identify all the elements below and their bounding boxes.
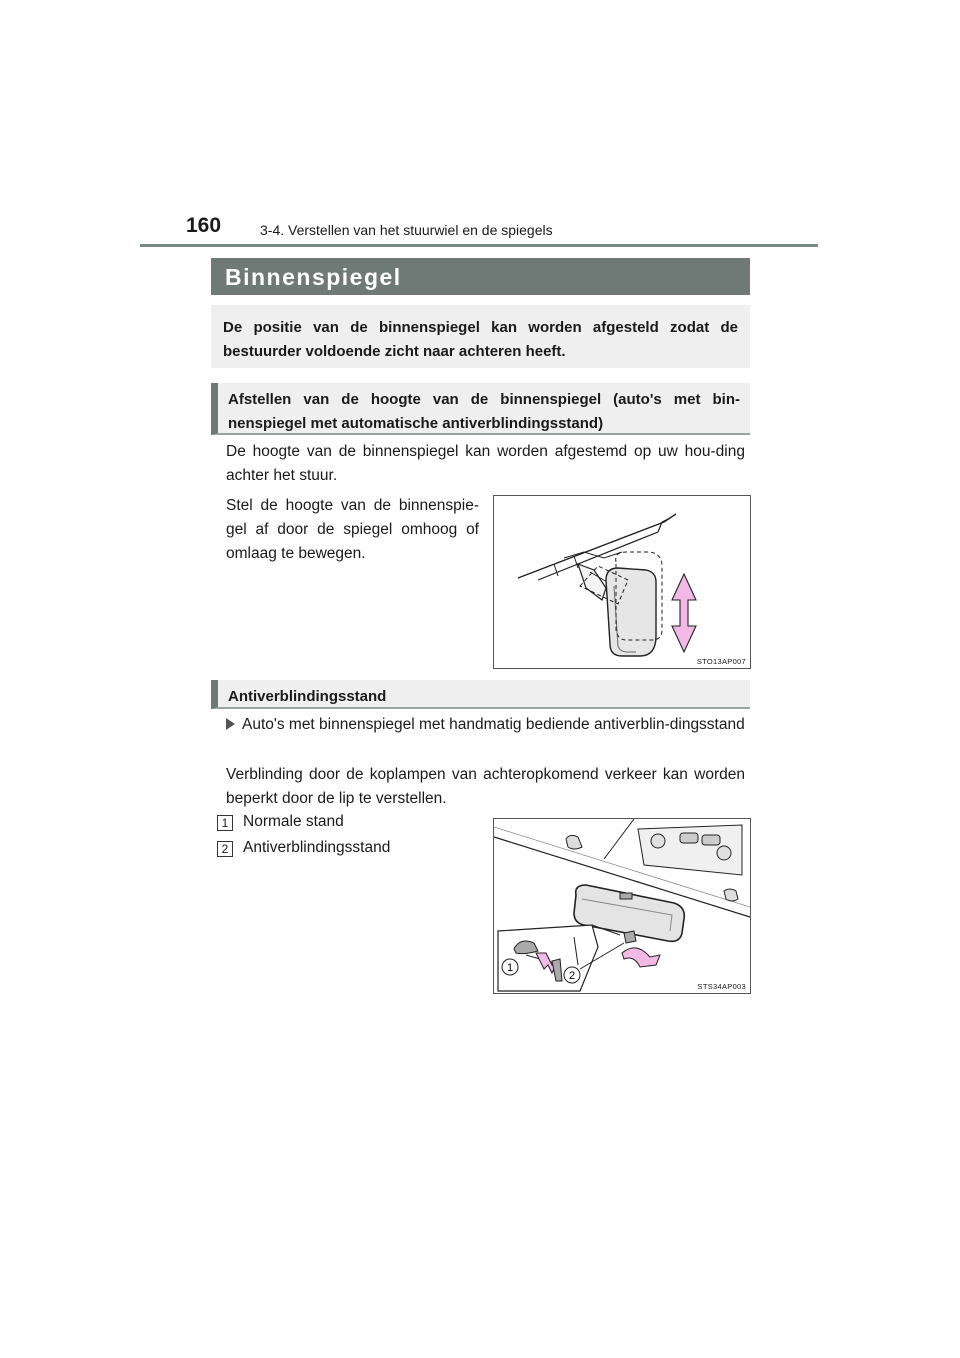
page-number: 160 <box>186 214 222 237</box>
intro-box: De positie van de binnenspiegel kan worden afgesteld zodat de bestuurder voldoende zicht naar achteren heeft. <box>211 305 750 368</box>
figure-code-1: STO13AP007 <box>696 657 746 666</box>
header-rule <box>140 244 818 247</box>
figure-mirror-height <box>493 495 751 669</box>
figure-code-2: STS34AP003 <box>697 982 746 991</box>
subheading-anti-glare: Antiverblindingsstand <box>211 680 750 709</box>
height-paragraph-1: De hoogte van de binnenspiegel kan worden afgestemd op uw hou-ding achter het stuur. <box>226 443 745 484</box>
anti-glare-paragraph: Verblinding door de koplampen van achteropkomend verkeer kan worden beperkt door de lip te verstellen. <box>226 766 745 807</box>
legend-label: Normale stand <box>243 813 344 830</box>
mirror-height-illustration <box>494 496 750 668</box>
anti-glare-bullet: Auto's met binnenspiegel met handmatig bediende antiverblin-dingsstand <box>242 716 745 733</box>
callout-number: 1 <box>506 962 514 974</box>
figure-anti-glare <box>493 818 751 994</box>
chapter-title: 3-4. Verstellen van het stuurwiel en de spiegels <box>260 222 553 238</box>
callout-number: 2 <box>568 970 576 982</box>
height-paragraph-2: Stel de hoogte van de binnenspie-gel af door de spiegel omhoog of omlaag te bewegen. <box>226 497 479 562</box>
legend-number: 1 <box>217 815 233 831</box>
subheading-height-adjust: Afstellen van de hoogte van de binnenspiegel (auto's met bin-nenspiegel met automatische antiverblindingsstand) <box>211 383 750 435</box>
section-title: Binnenspiegel <box>211 258 750 295</box>
legend-number: 2 <box>217 841 233 857</box>
legend-label: Antiverblindingsstand <box>243 839 391 856</box>
anti-glare-illustration <box>494 819 750 993</box>
bullet-arrow-icon <box>226 718 235 730</box>
